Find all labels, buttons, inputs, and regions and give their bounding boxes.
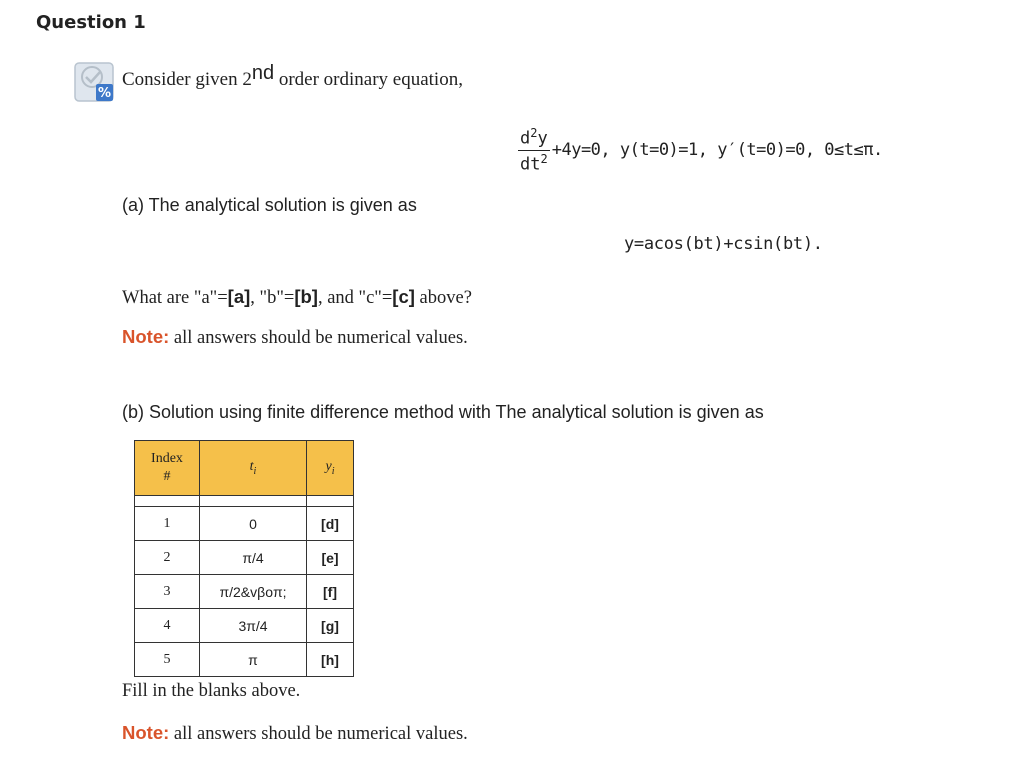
- header-ti: $t_i$: [200, 441, 307, 496]
- percent-quiz-icon: [72, 60, 116, 104]
- table-row: 5 π [h]: [135, 643, 354, 677]
- question-title: Question 1: [36, 12, 146, 33]
- blank-g: [g]: [307, 609, 354, 643]
- blank-h: [h]: [307, 643, 354, 677]
- part-a-question: What are "a"=[a], "b"=[b], and "c"=[c] above?: [122, 286, 472, 308]
- analytical-solution: y=acos(bt)+csin(bt).: [624, 234, 823, 254]
- part-b-note: Note: all answers should be numerical values.: [122, 722, 468, 744]
- part-a-heading: (a) The analytical solution is given as: [122, 195, 417, 215]
- table-row: 4 3π/4 [g]: [135, 609, 354, 643]
- equation-conditions: +4y=0, y(t=0)=1, y′(t=0)=0, 0≤t≤π.: [551, 140, 883, 161]
- blank-b: [b]: [294, 286, 318, 307]
- table-row: 3 π/2&vβoπ; [f]: [135, 575, 354, 609]
- part-a-note: Note: all answers should be numerical values.: [122, 326, 468, 348]
- svg-text:%: %: [97, 86, 112, 101]
- blank-d: [d]: [307, 507, 354, 541]
- derivative-fraction: $\frac{d^2y}{dt^2}$: [520, 126, 548, 175]
- blank-f: [f]: [307, 575, 354, 609]
- blank-e: [e]: [307, 541, 354, 575]
- fd-table: [134, 440, 354, 677]
- part-b-heading: (b) Solution using finite difference method with The analytical solution is given as: [122, 402, 764, 422]
- intro-text: Consider given 2nd order ordinary equation,: [122, 62, 463, 90]
- table-row: 2 π/4 [e]: [135, 541, 354, 575]
- blank-a: [a]: [227, 286, 251, 307]
- table-header-row: [135, 441, 354, 496]
- header-index: Index #: [135, 441, 200, 496]
- table-row: 1 0 [d]: [135, 507, 354, 541]
- blank-c: [c]: [392, 286, 415, 307]
- fill-instruction: Fill in the blanks above.: [122, 681, 301, 701]
- ode-equation: [518, 126, 883, 174]
- header-yi: $y_i$: [307, 441, 354, 496]
